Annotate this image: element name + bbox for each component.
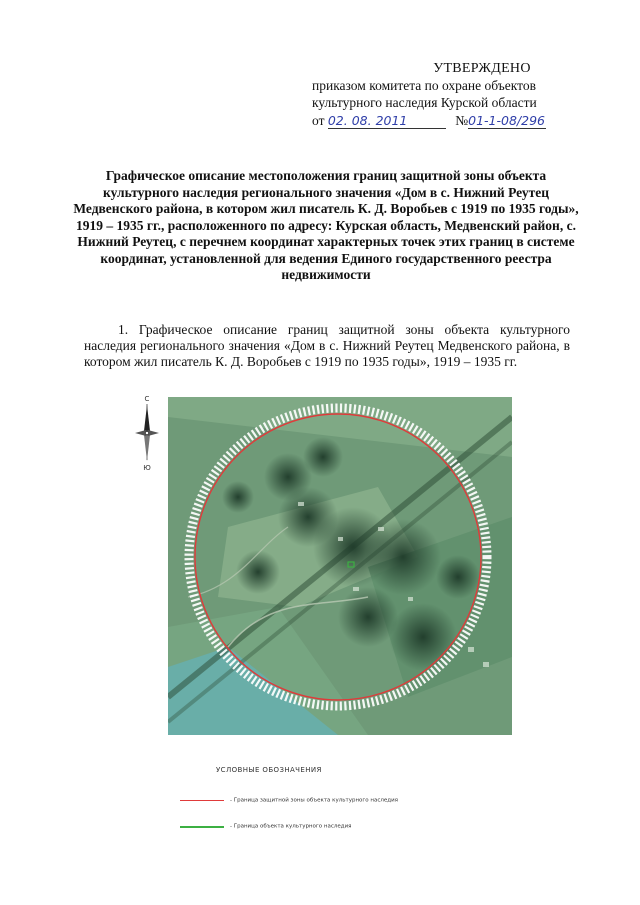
legend-item-label: - Граница защитной зоны объекта культурного наследия <box>230 797 398 804</box>
approval-stamp: УТВЕРЖДЕНО <box>433 61 531 76</box>
section-paragraph: 1. Графическое описание границ защитной зоны объекта культурного наследия регионального значения «Дом в с. Нижний Реутец Медвенского района, в котором жил писатель К. Д. Воробьев с 1919 по 1935 годы», 1919 – 1935 гг. <box>84 322 570 369</box>
approval-date-number <box>312 112 612 129</box>
legend-item-protection-zone <box>180 790 398 804</box>
compass-rose <box>132 393 162 473</box>
approval-block <box>312 60 612 129</box>
compass-north-label: С <box>144 395 150 403</box>
date-field <box>328 114 446 129</box>
approval-line-1: приказом комитета по охране объектов <box>312 78 536 93</box>
date-value: 02. 08. 2011 <box>327 113 408 128</box>
number-prefix: № <box>455 113 469 128</box>
legend-item-label: - Граница объекта культурного наследия <box>230 823 352 830</box>
number-value: 01-1-08/296 <box>468 113 545 128</box>
approval-line-2: культурного наследия Курской области <box>312 95 537 110</box>
compass-south-label: Ю <box>143 464 151 472</box>
legend-red-line <box>180 800 224 801</box>
legend-title: УСЛОВНЫЕ ОБОЗНАЧЕНИЯ <box>216 766 322 774</box>
compass-icon <box>132 393 162 473</box>
number-field <box>468 114 546 129</box>
legend-green-line <box>180 826 224 828</box>
date-prefix: от <box>312 113 325 128</box>
satellite-image <box>168 397 512 735</box>
document-title: Графическое описание местоположения границ защитной зоны объекта культурного наследия регионального значения «Дом в с. Нижний Реутец Медвенского района, в котором жил писатель К. Д. Воробьев с 1919 по 1935 годы», 1919 – 1935 гг., расположенного по адресу: Курская область, Медвенский район, с. Нижний Реутец, с перечнем координат характерных точек этих границ в системе координат, установленной для ведения Единого государственного реестра недвижимости <box>73 168 579 282</box>
satellite-map <box>168 397 512 735</box>
legend-item-heritage-object <box>180 816 352 830</box>
